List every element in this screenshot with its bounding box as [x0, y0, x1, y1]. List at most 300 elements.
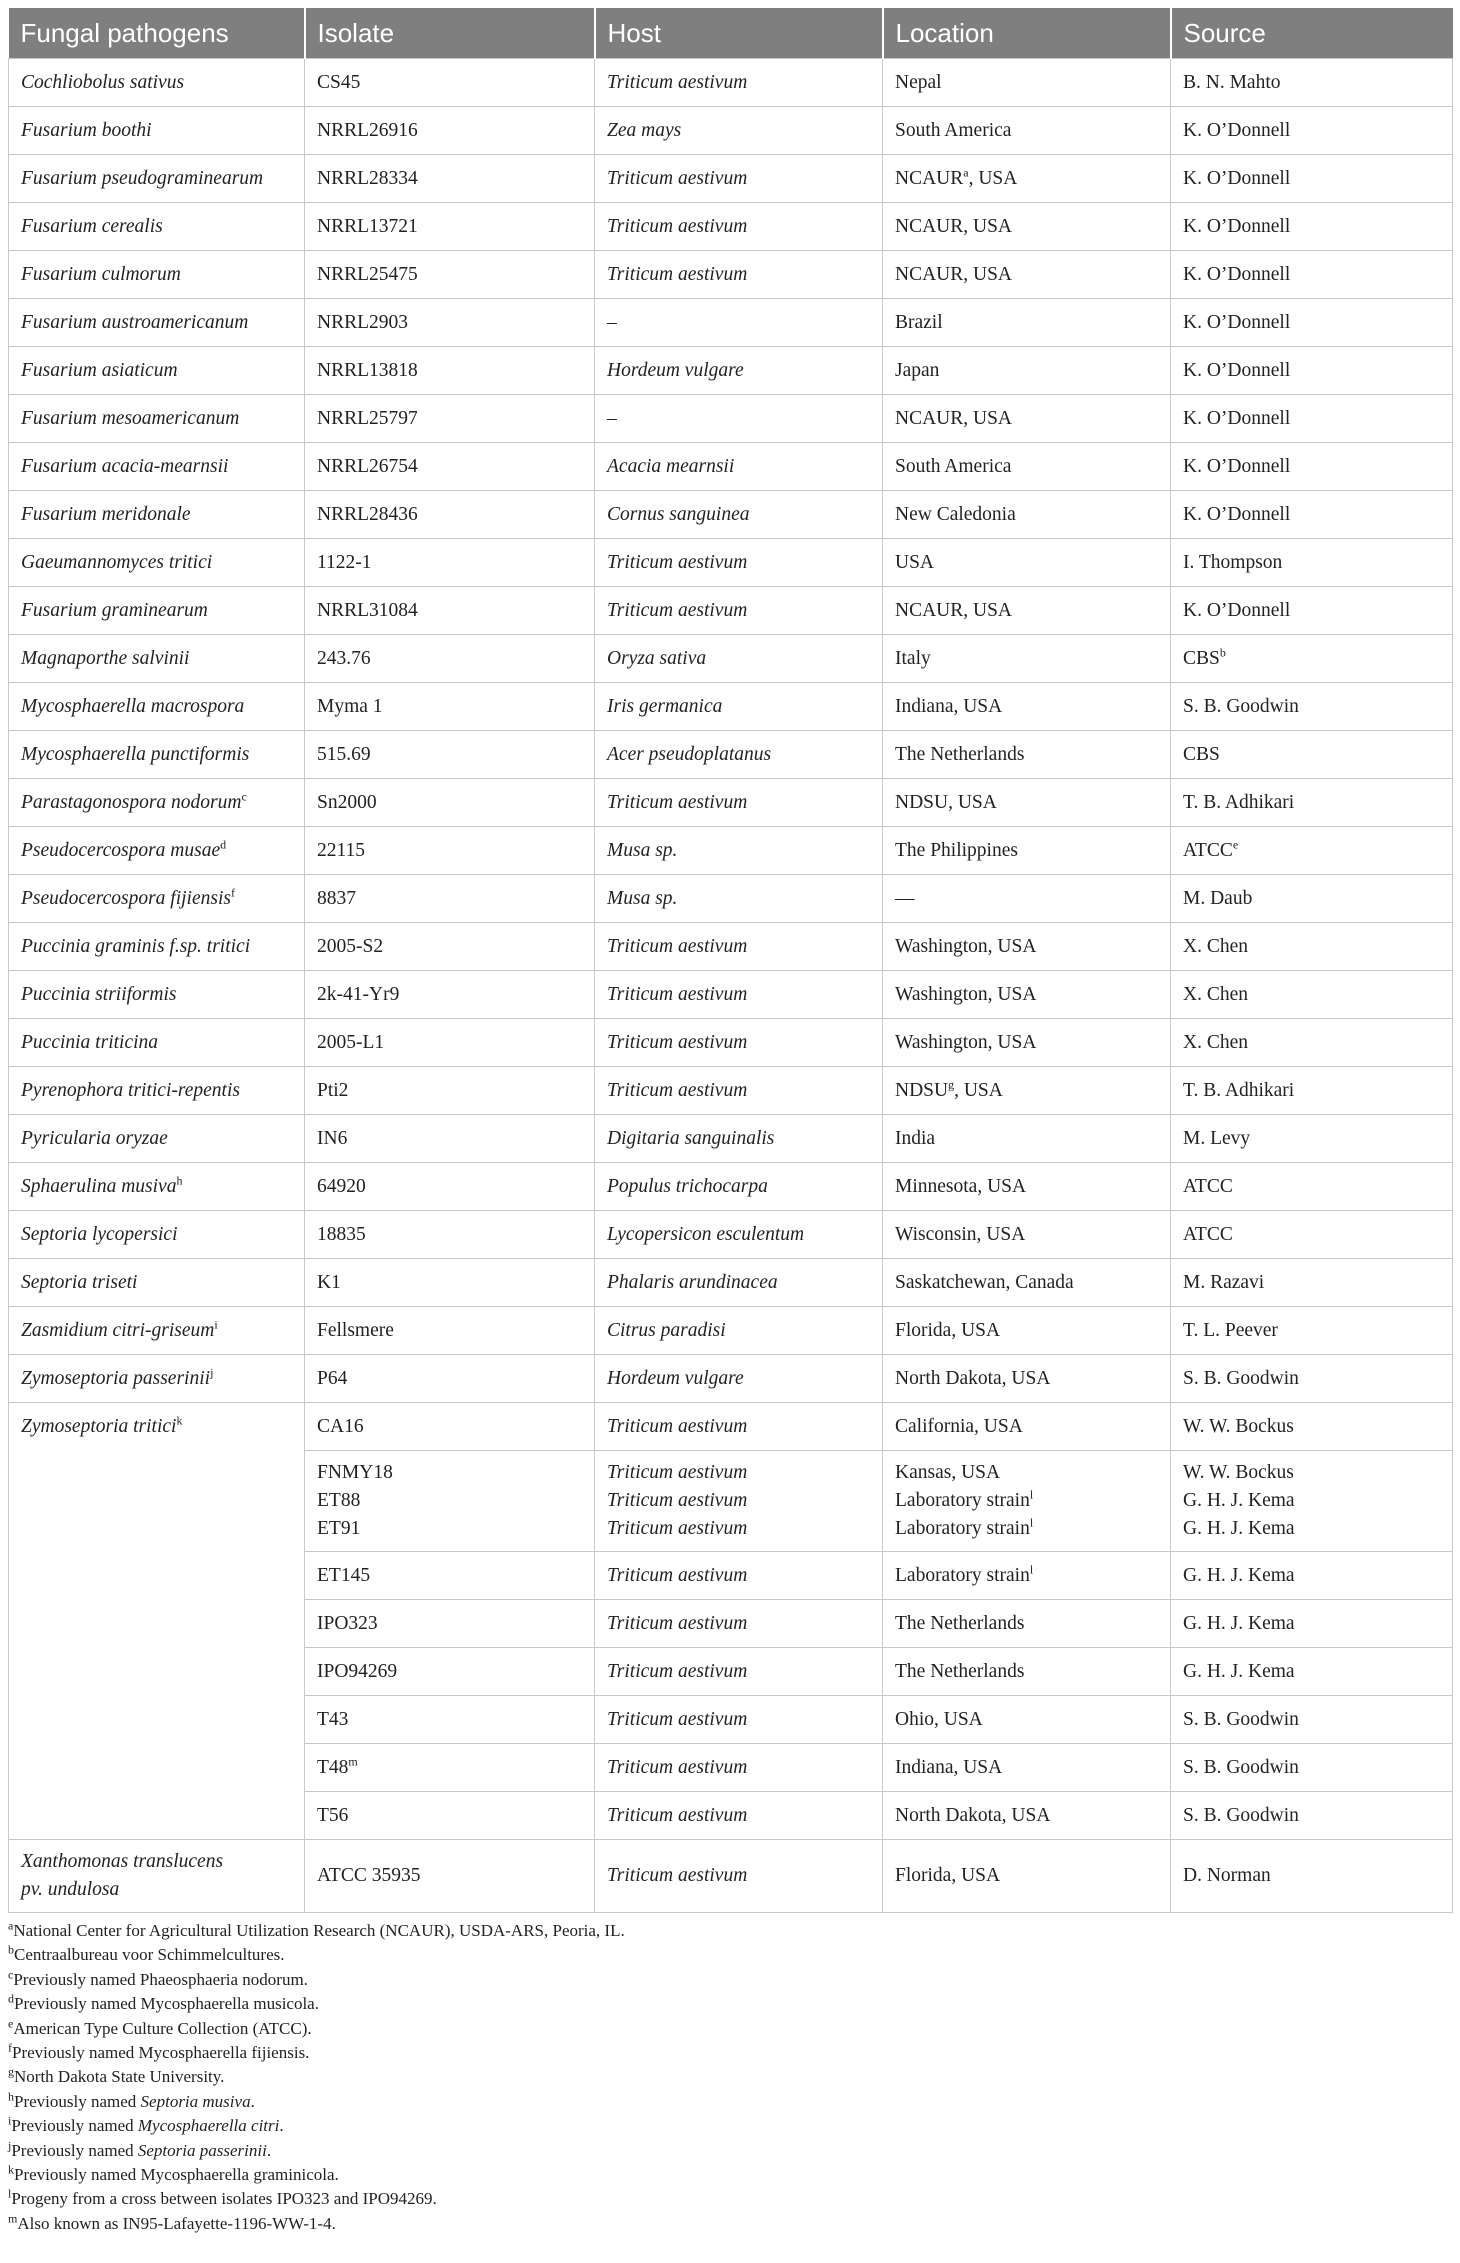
table-row [9, 1307, 1453, 1355]
location-line: Laboratory strain$^l$ [895, 1487, 1034, 1511]
source-line: S. B. Goodwin [1183, 1804, 1299, 1826]
location-line: North Dakota, USA [895, 1804, 1051, 1826]
host-cell: Triticum aestivum [595, 203, 883, 251]
isolate-cell: NRRL26916 [305, 107, 595, 155]
table-row [9, 1211, 1453, 1259]
footnote: $^i$Previously named Mycosphaerella citri. [8, 2113, 284, 2136]
host-line: Triticum aestivum [607, 1660, 748, 1682]
footnote: $^m$Also known as IN95-Lafayette-1196-WW-1-4. [8, 2211, 336, 2233]
pathogen-cell: Sphaerulina musiva$^h$ [9, 1163, 305, 1211]
table-row [9, 107, 1453, 155]
table-row [9, 683, 1453, 731]
location-cell: Japan [883, 347, 1171, 395]
pathogen-table [8, 8, 1453, 1913]
host-cell: Triticum aestivum [595, 779, 883, 827]
isolate-cell [305, 1403, 595, 1451]
table-row [9, 1115, 1453, 1163]
location-cell: India [883, 1115, 1171, 1163]
host-cell: – [595, 395, 883, 443]
isolate-cell: NRRL26754 [305, 443, 595, 491]
pathogen-cell: Pseudocercospora fijiensis$^f$ [9, 875, 305, 923]
host-cell: Triticum aestivum [595, 923, 883, 971]
table-row [9, 395, 1453, 443]
footnote: $^g$North Dakota State University. [8, 2064, 225, 2087]
source-line: W. W. Bockus [1183, 1462, 1294, 1483]
source-cell [1171, 1600, 1453, 1648]
isolate-cell [305, 1744, 595, 1792]
source-cell: M. Daub [1171, 875, 1453, 923]
footnote: $^k$Previously named Mycosphaerella graminicola. [8, 2162, 339, 2185]
table-row [9, 59, 1453, 107]
location-cell: The Philippines [883, 827, 1171, 875]
table-row [9, 155, 1453, 203]
host-cell: Triticum aestivum [595, 251, 883, 299]
location-line: Indiana, USA [895, 1756, 1003, 1778]
pathogen-cell: Puccinia graminis f.sp. tritici [9, 923, 305, 971]
source-line: S. B. Goodwin [1183, 1756, 1299, 1778]
isolate-cell: 18835 [305, 1211, 595, 1259]
footnote: $^h$Previously named Septoria musiva. [8, 2089, 255, 2111]
host-cell: Phalaris arundinacea [595, 1259, 883, 1307]
host-cell: Triticum aestivum [595, 1840, 883, 1913]
footnote-marker: f [230, 885, 235, 899]
isolate-cell [305, 1600, 595, 1648]
host-cell: Triticum aestivum [595, 971, 883, 1019]
source-cell [1171, 1696, 1453, 1744]
table-row [9, 1355, 1453, 1403]
location-cell: Indiana, USA [883, 683, 1171, 731]
location-cell [883, 1552, 1171, 1600]
host-cell: Cornus sanguinea [595, 491, 883, 539]
location-cell: NCAUR, USA [883, 395, 1171, 443]
pathogen-cell [9, 1840, 305, 1913]
pathogen-cell: Pyrenophora tritici-repentis [9, 1067, 305, 1115]
source-cell: S. B. Goodwin [1171, 683, 1453, 731]
host-cell: Zea mays [595, 107, 883, 155]
source-line: G. H. J. Kema [1183, 1612, 1295, 1634]
source-cell: T. B. Adhikari [1171, 1067, 1453, 1115]
source-cell: K. O’Donnell [1171, 491, 1453, 539]
host-cell [595, 1792, 883, 1840]
pathogen-cell: Zymoseptoria passerinii$^j$ [9, 1355, 305, 1403]
footnote-marker: b [1219, 645, 1226, 659]
table-row [9, 731, 1453, 779]
location-cell [883, 1744, 1171, 1792]
source-cell: B. N. Mahto [1171, 59, 1453, 107]
isolate-cell: 243.76 [305, 635, 595, 683]
pathogen-line: Xanthomonas translucens [21, 1851, 224, 1872]
footnote-label: e [8, 2015, 14, 2030]
host-cell: Hordeum vulgare [595, 1355, 883, 1403]
location-cell: NCAUR, USA [883, 251, 1171, 299]
host-cell [595, 1600, 883, 1648]
footnote-marker: i [214, 1317, 218, 1331]
location-line: Laboratory strain$^l$ [895, 1515, 1034, 1539]
location-cell: — [883, 875, 1171, 923]
location-line: The Netherlands [895, 1660, 1025, 1682]
location-cell: The Netherlands [883, 731, 1171, 779]
pathogen-cell: Puccinia triticina [9, 1019, 305, 1067]
source-cell: K. O’Donnell [1171, 251, 1453, 299]
footnote: $^c$Previously named Phaeosphaeria nodorum. [8, 1967, 308, 1989]
host-cell: Lycopersicon esculentum [595, 1211, 883, 1259]
isolate-cell: NRRL28334 [305, 155, 595, 203]
table-row [9, 203, 1453, 251]
pathogen-cell: Septoria lycopersici [9, 1211, 305, 1259]
source-cell [1171, 1552, 1453, 1600]
pathogen-cell: Fusarium cerealis [9, 203, 305, 251]
host-cell: Triticum aestivum [595, 1067, 883, 1115]
pathogen-cell: Fusarium graminearum [9, 587, 305, 635]
location-cell: Minnesota, USA [883, 1163, 1171, 1211]
location-cell: Brazil [883, 299, 1171, 347]
table-row [9, 299, 1453, 347]
isolate-cell: Fellsmere [305, 1307, 595, 1355]
footnote-italic: Septoria passerinii [137, 2140, 267, 2160]
source-cell: M. Razavi [1171, 1259, 1453, 1307]
host-cell: Acacia mearnsii [595, 443, 883, 491]
host-cell: Hordeum vulgare [595, 347, 883, 395]
pathogen-cell: Septoria triseti [9, 1259, 305, 1307]
host-cell: Triticum aestivum [595, 587, 883, 635]
location-cell: NCAUR, USA [883, 587, 1171, 635]
isolate-line: IPO323 [317, 1612, 378, 1634]
source-cell [1171, 1451, 1453, 1552]
location-cell: South America [883, 443, 1171, 491]
isolate-line: T43 [317, 1708, 349, 1730]
header-cell: Isolate [305, 8, 595, 59]
location-cell: Florida, USA [883, 1307, 1171, 1355]
location-cell [883, 1648, 1171, 1696]
isolate-line: IPO94269 [317, 1660, 398, 1682]
table-row [9, 971, 1453, 1019]
source-cell: ATCC [1171, 1163, 1453, 1211]
host-cell [595, 1552, 883, 1600]
source-line: G. H. J. Kema [1183, 1660, 1295, 1682]
table-body [9, 59, 1453, 1913]
isolate-cell [305, 1696, 595, 1744]
footnote-label: j [8, 2138, 12, 2152]
pathogen-cell: Fusarium asiaticum [9, 347, 305, 395]
isolate-cell: Myma 1 [305, 683, 595, 731]
source-cell: X. Chen [1171, 923, 1453, 971]
table-wrapper [8, 8, 1452, 2236]
host-cell: Triticum aestivum [595, 59, 883, 107]
host-line: Triticum aestivum [607, 1518, 748, 1539]
host-cell: Musa sp. [595, 827, 883, 875]
header-cell: Location [883, 8, 1171, 59]
footnote-italic: Mycosphaerella citri [137, 2116, 280, 2136]
source-cell: K. O’Donnell [1171, 155, 1453, 203]
location-line: The Netherlands [895, 1612, 1025, 1634]
host-line: Triticum aestivum [607, 1708, 748, 1730]
source-cell: M. Levy [1171, 1115, 1453, 1163]
source-cell [1171, 1744, 1453, 1792]
footnote: $^b$Centraalbureau voor Schimmelcultures. [8, 1942, 285, 1965]
table-row [9, 347, 1453, 395]
isolate-cell: 515.69 [305, 731, 595, 779]
isolate-cell: NRRL2903 [305, 299, 595, 347]
host-line: Triticum aestivum [607, 1415, 748, 1437]
isolate-cell [305, 1648, 595, 1696]
table-row [9, 827, 1453, 875]
location-cell: Nepal [883, 59, 1171, 107]
table-row [9, 539, 1453, 587]
source-cell [1171, 1648, 1453, 1696]
table-row [9, 875, 1453, 923]
footnote-marker: k [176, 1413, 183, 1428]
host-cell: Oryza sativa [595, 635, 883, 683]
source-cell [1171, 1792, 1453, 1840]
host-cell: Iris germanica [595, 683, 883, 731]
isolate-cell: P64 [305, 1355, 595, 1403]
pathogen-line: pv. undulosa [21, 1879, 120, 1900]
source-cell: D. Norman [1171, 1840, 1453, 1913]
footnote-marker: a [963, 165, 969, 179]
table-row [9, 923, 1453, 971]
source-cell: K. O’Donnell [1171, 107, 1453, 155]
host-cell: Triticum aestivum [595, 539, 883, 587]
table-row [9, 779, 1453, 827]
host-cell: Populus trichocarpa [595, 1163, 883, 1211]
footnote-label: a [8, 1918, 14, 1933]
footnote-label: k [8, 2162, 14, 2177]
pathogen-cell: Fusarium mesoamericanum [9, 395, 305, 443]
location-cell: NCAUR, USA [883, 203, 1171, 251]
source-cell: X. Chen [1171, 1019, 1453, 1067]
source-cell: ATCC [1171, 1211, 1453, 1259]
source-line: S. B. Goodwin [1183, 1708, 1299, 1730]
footnote-marker: j [210, 1365, 214, 1379]
source-line: W. W. Bockus [1183, 1415, 1294, 1437]
location-cell: Washington, USA [883, 971, 1171, 1019]
pathogen-cell: Gaeumannomyces tritici [9, 539, 305, 587]
footnote-label: i [8, 2113, 12, 2128]
host-cell [595, 1403, 883, 1451]
isolate-cell: 1122-1 [305, 539, 595, 587]
footnote: $^e$American Type Culture Collection (ATCC). [8, 2015, 312, 2038]
isolate-cell [305, 1792, 595, 1840]
pathogen-cell: Magnaporthe salvinii [9, 635, 305, 683]
isolate-cell: NRRL13818 [305, 347, 595, 395]
table-row [9, 1259, 1453, 1307]
host-cell [595, 1696, 883, 1744]
isolate-cell: K1 [305, 1259, 595, 1307]
isolate-cell: NRRL31084 [305, 587, 595, 635]
location-cell [883, 1403, 1171, 1451]
pathogen-cell: Fusarium culmorum [9, 251, 305, 299]
isolate-line: ET145 [317, 1564, 371, 1586]
host-line: Triticum aestivum [607, 1490, 748, 1511]
isolate-cell: ATCC 35935 [305, 1840, 595, 1913]
pathogen-cell: Zasmidium citri-griseum$^i$ [9, 1307, 305, 1355]
footnote-marker: l [1029, 1487, 1034, 1502]
pathogen-cell: Cochliobolus sativus [9, 59, 305, 107]
host-line: Triticum aestivum [607, 1612, 748, 1634]
footnote-marker: c [241, 789, 247, 803]
host-cell: Acer pseudoplatanus [595, 731, 883, 779]
pathogen-cell: Zymoseptoria tritici$^k$ [9, 1403, 305, 1840]
footnote: $^d$Previously named Mycosphaerella musicola. [8, 1991, 319, 2014]
table-row [9, 1067, 1453, 1115]
location-line: Kansas, USA [895, 1462, 1001, 1483]
source-cell: K. O’Donnell [1171, 203, 1453, 251]
source-cell: K. O’Donnell [1171, 299, 1453, 347]
footnote-label: g [8, 2064, 14, 2079]
location-cell: NCAUR$^a$, USA [883, 155, 1171, 203]
footnote-label: h [8, 2089, 14, 2104]
pathogen-cell: Fusarium austroamericanum [9, 299, 305, 347]
pathogen-cell: Fusarium pseudograminearum [9, 155, 305, 203]
host-cell: – [595, 299, 883, 347]
host-cell: Citrus paradisi [595, 1307, 883, 1355]
host-cell: Triticum aestivum [595, 155, 883, 203]
location-line: Ohio, USA [895, 1708, 983, 1730]
location-cell [883, 1451, 1171, 1552]
isolate-cell [305, 1552, 595, 1600]
host-cell: Triticum aestivum [595, 1019, 883, 1067]
source-line: G. H. J. Kema [1183, 1490, 1295, 1511]
source-line: G. H. J. Kema [1183, 1518, 1295, 1539]
footnote-marker: l [1029, 1515, 1034, 1530]
location-cell: Washington, USA [883, 923, 1171, 971]
host-line: Triticum aestivum [607, 1804, 748, 1826]
table-row [9, 1403, 1453, 1451]
source-cell: CBS$^b$ [1171, 635, 1453, 683]
source-cell: X. Chen [1171, 971, 1453, 1019]
table-row [9, 251, 1453, 299]
host-cell [595, 1744, 883, 1792]
source-cell: S. B. Goodwin [1171, 1355, 1453, 1403]
source-line: G. H. J. Kema [1183, 1564, 1295, 1586]
isolate-cell [305, 1451, 595, 1552]
footnote-marker: h [176, 1173, 183, 1187]
footnote: $^a$National Center for Agricultural Utilization Research (NCAUR), USDA-ARS, Peoria, IL. [8, 1918, 625, 1940]
location-cell: New Caledonia [883, 491, 1171, 539]
location-cell: USA [883, 539, 1171, 587]
isolate-cell: NRRL25475 [305, 251, 595, 299]
location-cell: Florida, USA [883, 1840, 1171, 1913]
table-row [9, 587, 1453, 635]
host-line: Triticum aestivum [607, 1564, 748, 1586]
isolate-cell: 2k-41-Yr9 [305, 971, 595, 1019]
pathogen-cell: Pyricularia oryzae [9, 1115, 305, 1163]
isolate-cell: 64920 [305, 1163, 595, 1211]
isolate-line: FNMY18 [317, 1462, 393, 1483]
source-cell: ATCC$^e$ [1171, 827, 1453, 875]
header-cell: Source [1171, 8, 1453, 59]
footnote: $^f$Previously named Mycosphaerella fijiensis. [8, 2040, 310, 2063]
pathogen-cell: Fusarium acacia-mearnsii [9, 443, 305, 491]
isolate-cell: NRRL25797 [305, 395, 595, 443]
isolate-cell: 2005-L1 [305, 1019, 595, 1067]
isolate-line: T48$^m$ [317, 1754, 358, 1778]
location-cell: South America [883, 107, 1171, 155]
isolate-cell: NRRL28436 [305, 491, 595, 539]
isolate-cell: CS45 [305, 59, 595, 107]
source-cell: CBS [1171, 731, 1453, 779]
footnote-label: b [8, 1942, 14, 1957]
footnote-label: d [8, 1991, 14, 2006]
footnote-label: c [8, 1967, 14, 1982]
footnote-marker: e [1232, 837, 1239, 851]
pathogen-cell: Mycosphaerella punctiformis [9, 731, 305, 779]
source-cell: K. O’Donnell [1171, 347, 1453, 395]
source-cell: K. O’Donnell [1171, 587, 1453, 635]
host-cell: Digitaria sanguinalis [595, 1115, 883, 1163]
footnote-italic: Septoria musiva [140, 2091, 251, 2111]
source-cell [1171, 1403, 1453, 1451]
isolate-cell: 22115 [305, 827, 595, 875]
footnote-label: m [8, 2211, 18, 2226]
source-cell: T. B. Adhikari [1171, 779, 1453, 827]
footnote: $^l$Progeny from a cross between isolates IPO323 and IPO94269. [8, 2186, 437, 2209]
isolate-cell: Sn2000 [305, 779, 595, 827]
footnote-marker: d [220, 837, 227, 851]
location-cell: NDSU, USA [883, 779, 1171, 827]
host-cell: Musa sp. [595, 875, 883, 923]
source-cell: K. O’Donnell [1171, 395, 1453, 443]
isolate-cell: NRRL13721 [305, 203, 595, 251]
isolate-cell: 2005-S2 [305, 923, 595, 971]
location-cell [883, 1696, 1171, 1744]
host-line: Triticum aestivum [607, 1756, 748, 1778]
location-cell: NDSU$^g$, USA [883, 1067, 1171, 1115]
header-cell: Host [595, 8, 883, 59]
host-line: Triticum aestivum [607, 1462, 748, 1483]
location-cell: Washington, USA [883, 1019, 1171, 1067]
source-cell: K. O’Donnell [1171, 443, 1453, 491]
isolate-line: T56 [317, 1804, 349, 1826]
footnote: $^j$Previously named Septoria passerinii. [8, 2138, 272, 2160]
pathogen-cell: Pseudocercospora musae$^d$ [9, 827, 305, 875]
isolate-line: ET91 [317, 1518, 361, 1539]
footnote-marker: g [948, 1077, 955, 1091]
footnote-marker: l [1029, 1562, 1034, 1576]
table-row [9, 635, 1453, 683]
table-row [9, 1019, 1453, 1067]
pathogen-cell: Fusarium boothi [9, 107, 305, 155]
pathogen-cell: Fusarium meridonale [9, 491, 305, 539]
location-cell [883, 1792, 1171, 1840]
footnote-marker: m [348, 1754, 358, 1768]
footnote-label: l [8, 2186, 12, 2201]
host-cell [595, 1451, 883, 1552]
footnotes [8, 1919, 1452, 2236]
table-row [9, 443, 1453, 491]
isolate-cell: IN6 [305, 1115, 595, 1163]
location-line: California, USA [895, 1415, 1023, 1437]
host-cell [595, 1648, 883, 1696]
pathogen-cell: Mycosphaerella macrospora [9, 683, 305, 731]
location-cell: Italy [883, 635, 1171, 683]
footnote-label: f [8, 2040, 12, 2055]
location-line: Laboratory strain$^l$ [895, 1562, 1034, 1586]
source-cell: I. Thompson [1171, 539, 1453, 587]
location-cell: Wisconsin, USA [883, 1211, 1171, 1259]
location-cell: Saskatchewan, Canada [883, 1259, 1171, 1307]
table-row [9, 491, 1453, 539]
header-cell: Fungal pathogens [9, 8, 305, 59]
location-cell [883, 1600, 1171, 1648]
isolate-cell: 8837 [305, 875, 595, 923]
isolate-cell: Pti2 [305, 1067, 595, 1115]
table-row [9, 1840, 1453, 1913]
header-row [9, 8, 1453, 59]
location-cell: North Dakota, USA [883, 1355, 1171, 1403]
table-row [9, 1163, 1453, 1211]
isolate-line: ET88 [317, 1490, 361, 1511]
